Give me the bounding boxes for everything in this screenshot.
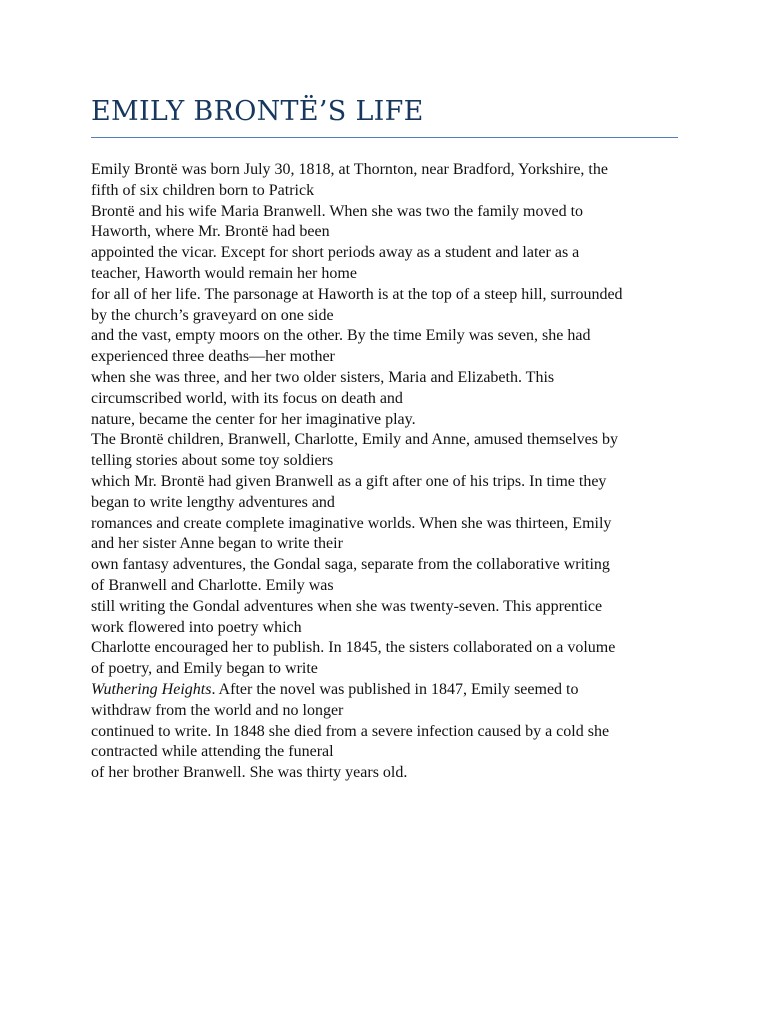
biography-text (91, 160, 681, 784)
text-line: and the vast, empty moors on the other. By the time Emily was seven, she had (91, 327, 591, 345)
text-line: contracted while attending the funeral (91, 743, 334, 761)
text-line: of poetry, and Emily began to write (91, 660, 318, 678)
text-line: which Mr. Brontë had given Branwell as a gift after one of his trips. In time they (91, 472, 607, 490)
text-line: Brontë and his wife Maria Branwell. When she was two the family moved to (91, 202, 584, 220)
text-line: fifth of six children born to Patrick (91, 181, 315, 199)
text-line: Emily Brontë was born July 30, 1818, at Thornton, near Bradford, Yorkshire, the (91, 161, 608, 178)
text-line: work flowered into poetry which (91, 618, 302, 636)
text-line: appointed the vicar. Except for short periods away as a student and later as a (91, 244, 580, 262)
text-line: began to write lengthy adventures and (91, 493, 335, 511)
text-line: by the church’s graveyard on one side (91, 306, 334, 324)
text-line: of Branwell and Charlotte. Emily was (91, 576, 334, 594)
text-line: continued to write. In 1848 she died from a severe infection caused by a cold she (91, 722, 610, 740)
text-line: of her brother Branwell. She was thirty years old. (91, 764, 408, 782)
title-underline-rule (91, 137, 678, 138)
novel-title: Wuthering Heights (91, 680, 212, 698)
text-line: experienced three deaths—her mother (91, 348, 335, 366)
text-line-continuation: . After the novel was published in 1847, Emily seemed to (211, 680, 579, 698)
text-line: Charlotte encouraged her to publish. In 1845, the sisters collaborated on a volume (91, 639, 616, 657)
text-line: still writing the Gondal adventures when she was twenty-seven. This apprentice (91, 597, 603, 615)
text-line: own fantasy adventures, the Gondal saga, separate from the collaborative writing (91, 556, 610, 574)
page-title: EMILY BRONTË’S LIFE (91, 96, 424, 127)
text-line: Haworth, where Mr. Brontë had been (91, 223, 330, 241)
text-line: The Brontë children, Branwell, Charlotte, Emily and Anne, amused themselves by (91, 431, 618, 449)
text-line: circumscribed world, with its focus on death and (91, 389, 403, 407)
text-line: romances and create complete imaginative worlds. When she was thirteen, Emily (91, 514, 612, 532)
text-line: telling stories about some toy soldiers (91, 452, 334, 470)
text-line: teacher, Haworth would remain her home (91, 264, 357, 282)
text-line: withdraw from the world and no longer (91, 701, 344, 719)
text-line: and her sister Anne began to write their (91, 535, 343, 553)
text-line: when she was three, and her two older sisters, Maria and Elizabeth. This (91, 368, 555, 386)
text-line-with-novel-title (91, 680, 681, 701)
text-line: for all of her life. The parsonage at Haworth is at the top of a steep hill, surrounded (91, 285, 623, 303)
text-line: nature, became the center for her imaginative play. (91, 410, 416, 428)
